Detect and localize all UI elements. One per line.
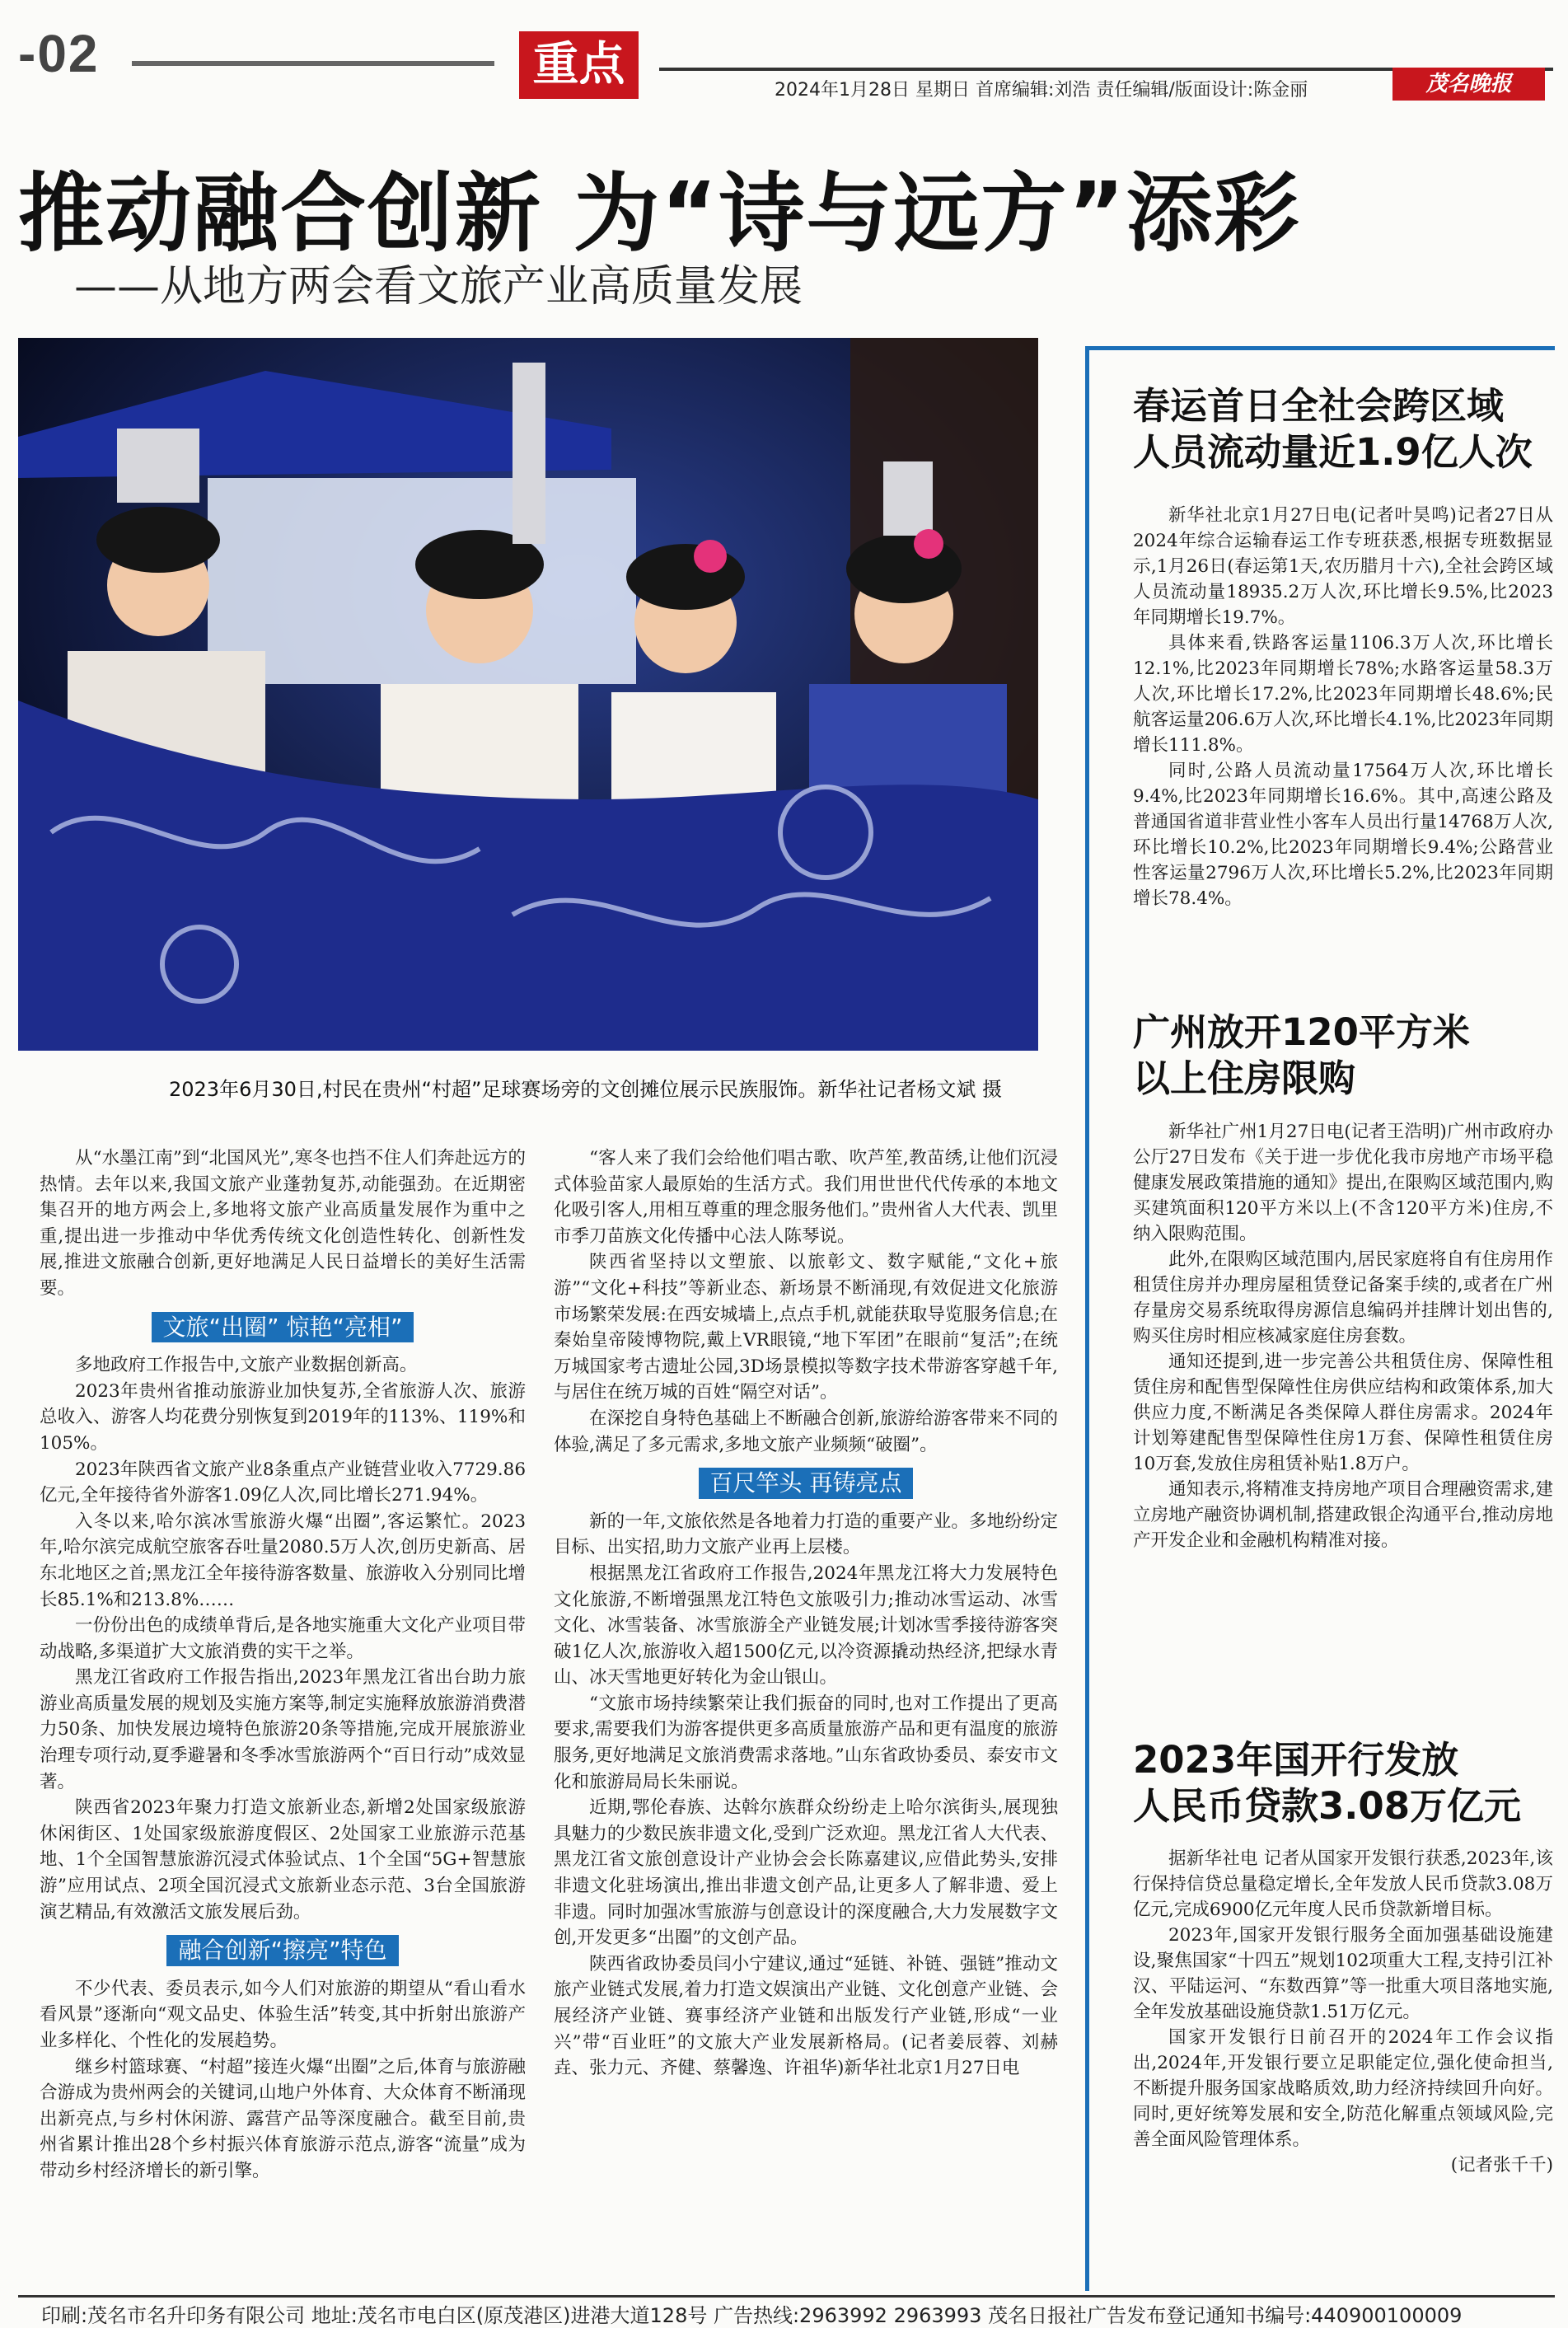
paragraph: 新华社广州1月27日电(记者王浩明)广州市政府办公厅27日发布《关于进一步优化我市房地产市场平稳健康发展政策措施的通知》提出,在限购区域范围内,购买建筑面积120平方米以上(不含120平方米)住房,不纳入限购范围。 (1133, 1122, 1553, 1244)
title-line: 广州放开120平方米 (1133, 1010, 1470, 1054)
paragraph: 继乡村篮球赛、“村超”接连火爆“出圈”之后,体育与旅游融合游成为贵州两会的关键词,山地户外体育、大众体育不断涌现出新亮点,与乡村休闲游、露营产品等深度融合。截至目前,贵州省累计推出28个乡村振兴体育旅游示范点,游客“流量”成为带动乡村经济增长的新引擎。 (40, 2056, 526, 2181)
subheadline: ——从地方两会看文旅产业高质量发展 (74, 262, 803, 311)
paragraph: 国家开发银行日前召开的2024年工作会议指出,2024年,开发银行要立足职能定位,强化使命担当,不断提升服务国家战略质效,助力经济持续回升向好。同时,更好统筹发展和安全,防范化解重点领域风险,完善全面风险管理体系。 (1133, 2027, 1553, 2150)
article-column-2 (554, 1145, 1058, 2082)
paragraph: “文旅市场持续繁荣让我们振奋的同时,也对工作提出了更高要求,需要我们为游客提供更多高质量旅游产品和更有温度的旅游服务,更好地满足文旅消费需求落地。”山东省政协委员、泰安市文化和旅游局局长朱丽说。 (554, 1693, 1058, 1792)
section-subhead: 融合创新“擦亮”特色 (166, 1935, 398, 1966)
sidebar-story-3-body (1133, 1846, 1553, 2178)
paragraph: 陕西省2023年聚力打造文旅新业态,新增2处国家级旅游休闲街区、1处国家级旅游度假区、2处国家工业旅游示范基地、1个全国智慧旅游沉浸式体验试点、1个全国“5G+智慧旅游”应用试点、2项全国沉浸式文旅新业态示范、3台全国旅游演艺精品,有效激活文旅发展后劲。 (40, 1797, 526, 1923)
header-rule (132, 61, 494, 66)
paragraph: 2023年贵州省推动旅游业加快复苏,全省旅游人次、旅游总收入、游客人均花费分别恢复到2019年的113%、119%和105%。 (40, 1380, 526, 1454)
paragraph: 新华社北京1月27日电(记者叶昊鸣)记者27日从2024年综合运输春运工作专班获悉,根据专班数据显示,1月26日(春运第1天,农历腊月十六),全社会跨区域人员流动量18935.2万人次,环比增长9.5%,比2023年同期增长19.7%。 (1133, 505, 1553, 628)
paragraph: 根据黑龙江省政府工作报告,2024年黑龙江将大力发展特色文化旅游,不断增强黑龙江特色文旅吸引力;推动冰雪运动、冰雪文化、冰雪装备、冰雪旅游全产业链发展;计划冰雪季接待游客突破1亿人次,旅游收入超1500亿元,以冷资源撬动热经济,把绿水青山、冰天雪地更好转化为金山银山。 (554, 1562, 1058, 1689)
footer-rule (18, 2295, 1555, 2298)
paragraph: “客人来了我们会给他们唱古歌、吹芦笙,教苗绣,让他们沉浸式体验苗家人最原始的生活方式。我们用世世代代传承的本地文化吸引客人,用相互尊重的理念服务他们。”贵州省人大代表、凯里市季刀苗族文化传播中心法人陈琴说。 (554, 1148, 1058, 1247)
photo-caption: 2023年6月30日,村民在贵州“村超”足球赛场旁的文创摊位展示民族服饰。新华社记者杨文斌 摄 (169, 1078, 1003, 1101)
photo-illustration (18, 338, 1038, 1051)
paragraph: 2023年,国家开发银行服务全面加强基础设施建设,聚焦国家“十四五”规划102项重大工程,支持引江补汉、平陆运河、“东数西算”等一批重大项目落地实施,全年发放基础设施贷款1.51万亿元。 (1133, 1925, 1553, 2022)
paragraph: 在深挖自身特色基础上不断融合创新,旅游给游客带来不同的体验,满足了多元需求,多地文旅产业频频“破圈”。 (554, 1408, 1058, 1455)
date-line: 2024年1月28日 星期日 首席编辑:刘浩 责任编辑/版面设计:陈金丽 (775, 80, 1308, 101)
paper-logo: 茂名晚报 (1392, 68, 1545, 101)
headline: 推动融合创新 为“诗与远方”添彩 (18, 163, 1301, 264)
sidebar-story-1-body (1133, 503, 1553, 911)
title-line: 春运首日全社会跨区域 (1133, 384, 1505, 428)
title-line: 以上住房限购 (1133, 1056, 1356, 1100)
paragraph: 近期,鄂伦春族、达斡尔族群众纷纷走上哈尔滨街头,展现独具魅力的少数民族非遗文化,受到广泛欢迎。黑龙江省人大代表、黑龙江省文旅创意设计产业协会会长陈嘉建议,应借此势头,安排非遗文化驻场演出,推出非遗文创产品,让更多人了解非遗、爱上非遗。同时加强冰雪旅游与创意设计的深度融合,大力发展数字文创,开发更多“出圈”的文创产品。 (554, 1797, 1058, 1949)
sidebar-story-3-title (1133, 1737, 1553, 1829)
page-number: -02 (18, 24, 100, 83)
paragraph: 陕西省坚持以文塑旅、以旅彰文、数字赋能,“文化+旅游”“文化+科技”等新业态、新场景不断涌现,有效促进文化旅游市场繁荣发展:在西安城墙上,点点手机,就能获取导览服务信息;在秦始皇帝陵博物院,戴上VR眼镜,“地下军团”在眼前“复活”;在统万城国家考古遗址公园,3D场景模拟等数字技术带游客穿越千年,与居住在统万城的百姓“隔空对话”。 (554, 1252, 1058, 1403)
sidebar-rule (1085, 346, 1555, 350)
paragraph: 陕西省政协委员闫小宁建议,通过“延链、补链、强链”推动文旅产业链式发展,着力打造文娱演出产业链、文化创意产业链、会展经济产业链、赛事经济产业链和出版发行产业链,形成“一业兴”带“百业旺”的文旅大产业发展新格局。(记者姜辰蓉、刘赫垚、张力元、齐健、蔡馨逸、许祖华)新华社北京1月27日电 (554, 1953, 1058, 2079)
reporter-signature: (记者张千千) (1450, 2155, 1553, 2176)
sidebar-story-1-title (1133, 383, 1553, 475)
paragraph: 一份份出色的成绩单背后,是各地实施重大文化产业项目带动战略,多渠道扩大文旅消费的实干之举。 (40, 1615, 526, 1662)
section-subhead: 文旅“出圈” 惊艳“亮相” (152, 1312, 414, 1343)
paragraph: 新的一年,文旅依然是各地着力打造的重要产业。多地纷纷定目标、出实招,助力文旅产业再上层楼。 (554, 1511, 1058, 1558)
paragraph: 多地政府工作报告中,文旅产业数据创新高。 (75, 1355, 418, 1376)
sidebar-story-2-body (1133, 1119, 1553, 1553)
paragraph: 通知还提到,进一步完善公共租赁住房、保障性租赁住房和配售型保障性住房供应结构和政策体系,加大供应力度,不断满足各类保障人群住房需求。2024年计划筹建配售型保障性住房1万套、保障性租赁住房10万套,发放住房租赁补贴1.8万户。 (1133, 1351, 1553, 1474)
article-column-1 (40, 1145, 526, 2185)
sidebar-story-2-title (1133, 1009, 1553, 1102)
paragraph: 不少代表、委员表示,如今人们对旅游的期望从“看山看水看风景”逐渐向“观文品史、体验生活”转变,其中折射出旅游产业多样化、个性化的发展趋势。 (40, 1978, 526, 2051)
title-line: 人员流动量近1.9亿人次 (1133, 430, 1533, 474)
print-footer: 印刷:茂名市名升印务有限公司 地址:茂名市电白区(原茂港区)进港大道128号 广告热线:2963992 2963993 茂名日报社广告发布登记通知书编号:440900100009 (41, 2304, 1463, 2327)
section-subhead: 百尺竿头 再铸亮点 (699, 1468, 914, 1499)
sidebar-divider (1085, 346, 1089, 2291)
paragraph: 入冬以来,哈尔滨冰雪旅游火爆“出圈”,客运繁忙。2023年,哈尔滨完成航空旅客吞吐量2080.5万人次,创历史新高、居东北地区之首;黑龙江全年接待游客数量、旅游收入分别同比增长85.1%和213.8%…… (40, 1511, 526, 1610)
title-line: 2023年国开行发放 (1133, 1738, 1459, 1782)
title-line: 人民币贷款3.08万亿元 (1133, 1784, 1522, 1828)
paragraph: 此外,在限购区域范围内,居民家庭将自有住房用作租赁住房并办理房屋租赁登记备案手续的,或者在广州存量房交易系统取得房源信息编码并挂牌计划出售的,购买住房时相应核减家庭住房套数。 (1133, 1249, 1553, 1347)
paragraph: 具体来看,铁路客运量1106.3万人次,环比增长12.1%,比2023年同期增长78%;水路客运量58.3万人次,环比增长17.2%,比2023年同期增长48.6%;民航客运量206.6万人次,环比增长4.1%,比2023年同期增长111.8%。 (1133, 633, 1553, 756)
news-photo (18, 338, 1038, 1051)
section-tag: 重点 (519, 31, 639, 99)
paragraph: 据新华社电 记者从国家开发银行获悉,2023年,该行保持信贷总量稳定增长,全年发放人民币贷款3.08万亿元,完成6900亿元年度人民币贷款新增目标。 (1133, 1848, 1553, 1920)
paragraph: 从“水墨江南”到“北国风光”,寒冬也挡不住人们奔赴远方的热情。去年以来,我国文旅产业蓬勃复苏,动能强劲。在近期密集召开的地方两会上,多地将文旅产业高质量发展作为重中之重,提出进一步推动中华优秀传统文化创造性转化、创新性发展,推进文旅融合创新,更好地满足人民日益增长的美好生活需要。 (40, 1148, 526, 1299)
paragraph: 通知表示,将精准支持房地产项目合理融资需求,建立房地产融资协调机制,搭建政银企沟通平台,推动房地产开发企业和金融机构精准对接。 (1133, 1479, 1553, 1551)
paragraph: 黑龙江省政府工作报告指出,2023年黑龙江省出台助力旅游业高质量发展的规划及实施方案等,制定实施释放旅游消费潜力50条、加快发展边境特色旅游20条等措施,完成开展旅游业治理专项行动,夏季避暑和冬季冰雪旅游两个“百日行动”成效显著。 (40, 1667, 526, 1792)
paragraph: 2023年陕西省文旅产业8条重点产业链营业收入7729.86亿元,全年接待省外游客1.09亿人次,同比增长271.94%。 (40, 1459, 526, 1506)
paragraph: 同时,公路人员流动量17564万人次,环比增长9.4%,比2023年同期增长16.6%。其中,高速公路及普通国省道非营业性小客车人员出行量14768万人次,环比增长10.2%,比2023年同期增长9.4%;公路营业性客运量2796万人次,环比增长5.2%,比2023年同期增长78.4%。 (1133, 761, 1553, 909)
